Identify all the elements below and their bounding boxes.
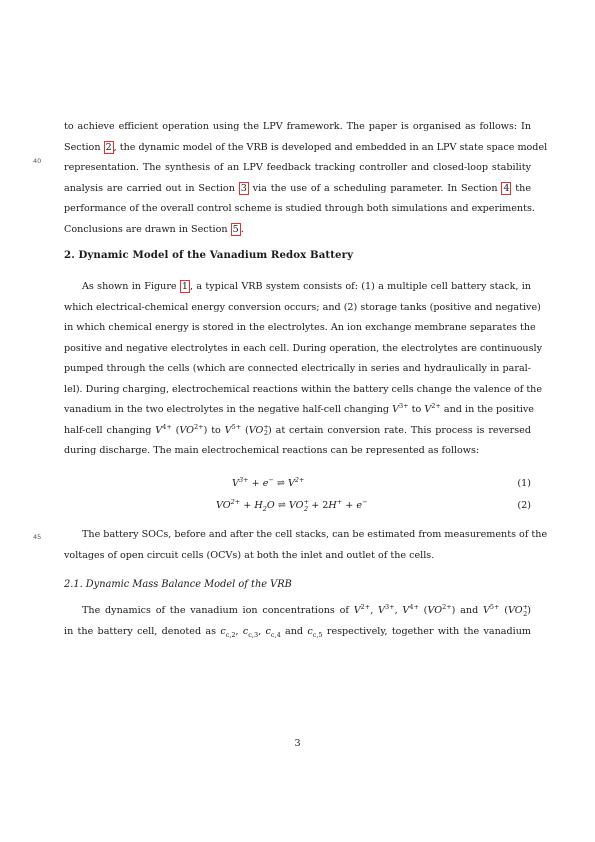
- text-line: Conclusions are drawn in Section 5 .: [64, 223, 244, 235]
- text-line: As shown in Figure 1 , a typical VRB system consists of: (1) a multiple cell battery stack, in: [82, 281, 531, 292]
- text-line: performance of the overall control scheme is studied through both simulations and experiments.: [64, 203, 535, 214]
- body-paragraph: [64, 277, 543, 462]
- text-line: in which chemical energy is stored in the electrolytes. An ion exchange membrane separates the: [64, 322, 536, 333]
- page-number: 3: [294, 738, 301, 749]
- line-number: 40: [33, 157, 42, 165]
- text-line: The battery SOCs, before and after the cell stacks, can be estimated from measurements of the: [82, 529, 548, 540]
- text-line: vanadium in the two electrolytes in the negative half-cell changing $V^{3+}$ to $V^{2+}$ and in the positive: [64, 401, 534, 415]
- text-line: representation. The synthesis of an LPV feedback tracking controller and closed-loop stability: [64, 162, 531, 173]
- section-reference-link[interactable]: 4: [503, 182, 510, 194]
- equation-number: (1): [517, 478, 531, 489]
- text-line: positive and negative electrolytes in each cell. During operation, the electrolytes are continuously: [64, 342, 542, 354]
- text-line: pumped through the cells (which are connected electrically in series and hydraulically in paral-: [64, 363, 531, 374]
- text-line: lel). During charging, electrochemical reactions within the battery cells change the valence of the: [64, 383, 543, 395]
- section-heading: 2. Dynamic Model of the Vanadium Redox Battery: [64, 249, 354, 261]
- section-reference-link[interactable]: 3: [240, 182, 247, 194]
- equation-1: [64, 474, 531, 494]
- body-paragraph: [64, 525, 548, 566]
- section-reference-link[interactable]: 2: [105, 141, 112, 153]
- text-line: during discharge. The main electrochemical reactions can be represented as follows:: [64, 445, 480, 456]
- text-line: analysis are carried out in Section 3 via the use of a scheduling parameter. In Section 4 the: [64, 182, 532, 194]
- equation-expression: $VO^{2+} + H_2O$ ⇌ $VO^+_2 + 2H^+ + e^-$: [216, 497, 368, 513]
- body-paragraph: [64, 601, 531, 642]
- subsection-heading: 2.1. Dynamic Mass Balance Model of the VRB: [64, 579, 292, 590]
- text-line: which electrical-chemical energy conversion occurs; and (2) storage tanks (positive and negative): [64, 301, 541, 313]
- text-line: The dynamics of the vanadium ion concentrations of $V^{2+}$, $V^{3+}$, $V^{4+}$ $(VO^{2+})$ and $V^{5+}$ $(VO^+_2)$: [82, 602, 531, 618]
- figure-reference-link[interactable]: 1: [181, 281, 189, 292]
- section-reference-link[interactable]: 5: [232, 223, 239, 235]
- text-line: half-cell changing $V^{4+}$ $(VO^{2+})$ to $V^{5+}$ $(VO^+_2)$ at certain conversion rate. This process is reversed: [64, 422, 532, 438]
- equation-2: [64, 496, 531, 516]
- equation-number: (2): [517, 500, 531, 511]
- text-line: voltages of open circuit cells (OCVs) at both the inlet and outlet of the cells.: [64, 549, 435, 561]
- line-number: 45: [33, 533, 42, 541]
- text-line: Section 2 , the dynamic model of the VRB is developed and embedded in an LPV state space model: [64, 141, 548, 153]
- intro-paragraph: [64, 117, 548, 240]
- text-line: in the battery cell, denoted as $c_{c,2}$, $c_{c,3}$, $c_{c,4}$ and $c_{c,5}$ respectively, together with the vanadium: [64, 625, 532, 639]
- text-line: to achieve efficient operation using the LPV framework. The paper is organised as follows: In: [64, 121, 531, 132]
- equation-expression: $V^{3+} + e^-$ ⇌ $V^{2+}$: [232, 475, 305, 489]
